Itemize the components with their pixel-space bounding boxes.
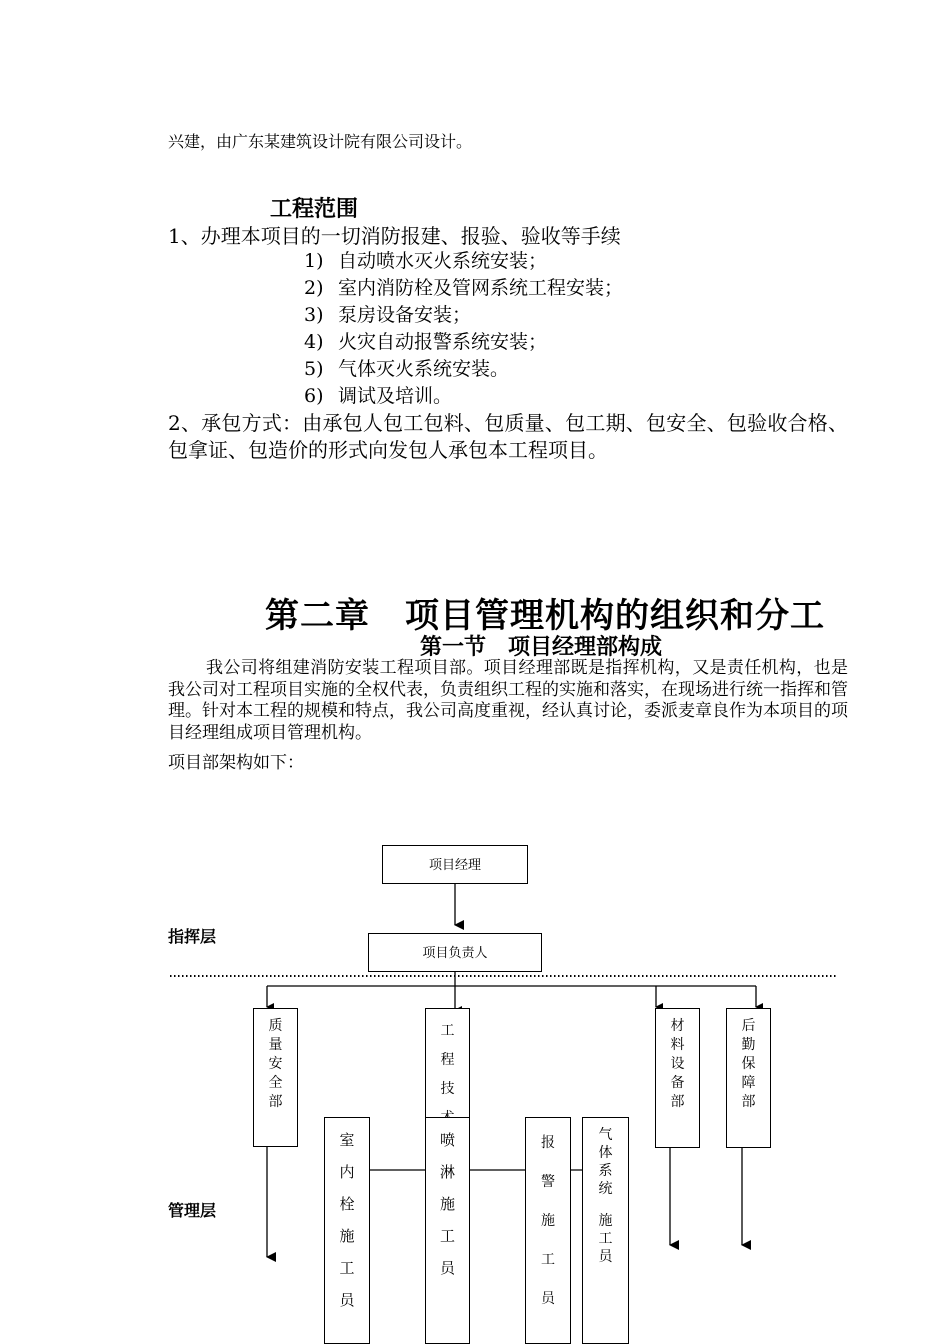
list-number: 5) — [304, 358, 324, 380]
list-text: 泵房设备安装； — [338, 304, 472, 326]
project-manager-label: 项目经理 — [428, 858, 481, 873]
list-number: 2) — [304, 277, 324, 299]
logistics-label: 后勤保障部 — [741, 1018, 756, 1110]
gas-system-label: 气体系统 — [598, 1127, 613, 1197]
body-paragraph-end: 项目部架构如下： — [168, 753, 304, 773]
engineering-tech-label: 工程技 — [440, 1023, 455, 1097]
management-layer-label: 管理层 — [168, 1201, 217, 1220]
list-text: 气体灭火系统安装。 — [338, 358, 510, 380]
project-lead-label: 项目负责人 — [422, 946, 488, 961]
materials-equipment-box — [655, 1008, 700, 1148]
command-layer-label: 指挥层 — [168, 927, 217, 946]
list-number: 3) — [304, 304, 324, 326]
materials-equipment-label: 材料设备部 — [670, 1018, 685, 1110]
gas-system-box — [582, 1117, 629, 1344]
sprinkler-label: 喷淋施工员 — [439, 1131, 455, 1277]
list-text: 自动喷水灭火系统安装； — [338, 250, 548, 272]
project-lead-box — [368, 933, 542, 972]
list-text: 调试及培训。 — [338, 385, 453, 407]
gas-construction-label: 施工员 — [598, 1213, 613, 1265]
section-title: 第一节 项目经理部构成 — [420, 634, 663, 660]
alarm-label: 报警施工员 — [541, 1135, 555, 1307]
logistics-box — [726, 1008, 771, 1148]
indoor-hydrant-label: 室内栓施工员 — [339, 1131, 355, 1309]
scope-item-1: 1、办理本项目的一切消防报建、报验、验收等手续 — [168, 224, 621, 248]
list-number: 4) — [304, 331, 324, 353]
indoor-hydrant-box — [324, 1117, 370, 1344]
project-manager-box — [382, 845, 528, 884]
chapter-title: 第二章 项目管理机构的组织和分工 — [265, 596, 825, 636]
list-text: 室内消防栓及管网系统工程安装； — [338, 277, 624, 299]
scope-item-2: 2、承包方式：由承包人包工包料、包质量、包工期、包安全、包验收合格、包拿证、包造价的形式向发包人承包本工程项目。 — [168, 411, 848, 462]
list-number: 6) — [304, 385, 324, 407]
sprinkler-box — [425, 1117, 470, 1344]
alarm-box — [525, 1117, 571, 1344]
list-text: 火灾自动报警系统安装； — [338, 331, 548, 353]
body-paragraph: 我公司将组建消防安装工程项目部。项目经理部既是指挥机构，又是责任机构，也是我公司对工程项目实施的全权代表，负责组织工程的实施和落实，在现场进行统一指挥和管理。针对本工程的规模和特点，我公司高度重视，经认真讨论，委派麦章良作为本项目的项目经理组成项目管理机构。 — [168, 658, 848, 743]
intro-text: 兴建，由广东某建筑设计院有限公司设计。 — [168, 132, 473, 151]
quality-safety-box — [253, 1008, 298, 1147]
list-number: 1) — [304, 250, 324, 272]
scope-heading: 工程范围 — [270, 196, 359, 222]
quality-safety-label: 质量安全部 — [268, 1018, 283, 1110]
